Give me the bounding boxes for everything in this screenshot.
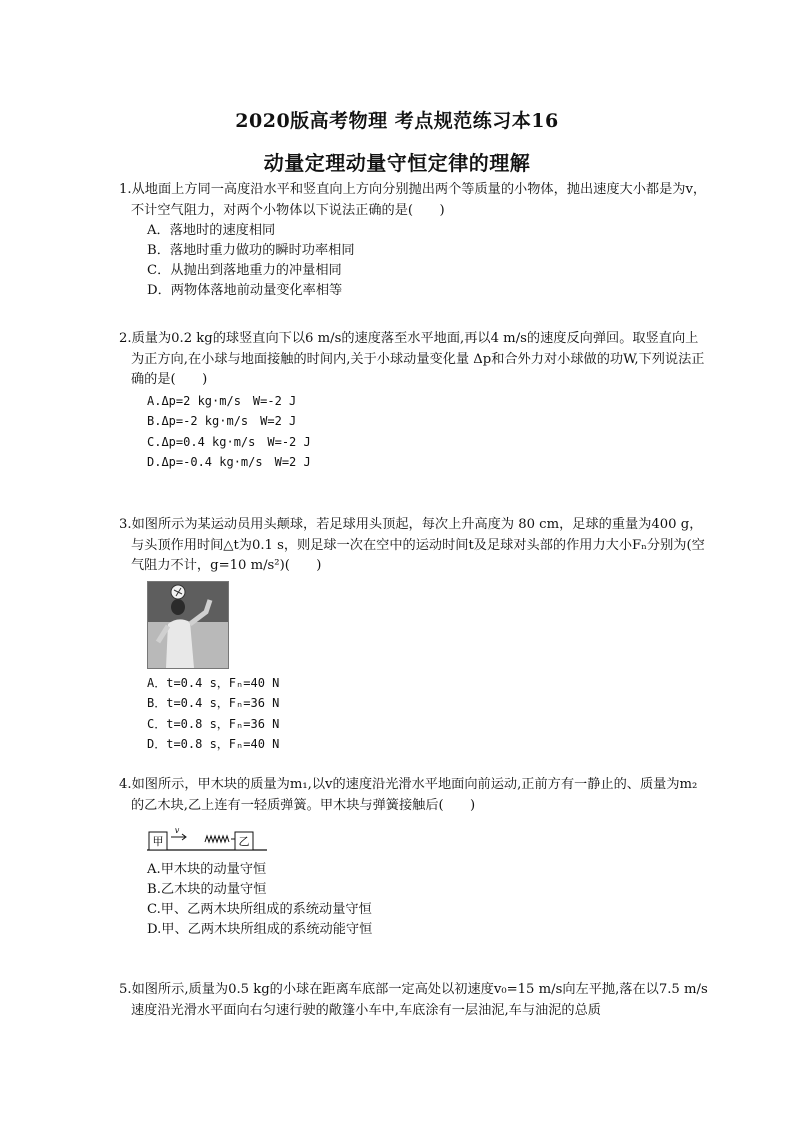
- question-2-option-d: D.Δp=-0.4 kg·m/s W=2 J: [147, 455, 311, 469]
- question-5: [119, 980, 709, 1021]
- question-2-option-b: B.Δp=-2 kg·m/s W=2 J: [147, 414, 297, 428]
- question-4-option-b: B.乙木块的动量守恒: [147, 882, 267, 897]
- question-4-option-a: A.甲木块的动量守恒: [147, 862, 267, 877]
- page-title: 2020版高考物理 考点规范练习本16: [235, 110, 559, 132]
- page-subtitle: 动量定理动量守恒定律的理解: [263, 151, 531, 175]
- question-3-option-a: A．t=0.4 s，Fₙ=40 N: [147, 675, 280, 690]
- question-1-stem: 1.从地面上方同一高度沿水平和竖直向上方向分别抛出两个等质量的小物体，抛出速度大小都是为v，不计空气阻力，对两个小物体以下说法正确的是( ): [119, 182, 707, 218]
- question-4-option-d: D.甲、乙两木块所组成的系统动能守恒: [147, 922, 373, 937]
- question-3-option-c: C．t=0.8 s，Fₙ=36 N: [147, 716, 280, 731]
- question-2-option-c: C.Δp=0.4 kg·m/s W=-2 J: [147, 434, 311, 449]
- block-spring-diagram: [147, 824, 267, 852]
- block-1-label: 甲: [152, 835, 164, 848]
- question-3-option-d: D．t=0.8 s，Fₙ=40 N: [147, 737, 280, 751]
- question-3-stem: 3.如图所示为某运动员用头颠球，若足球用头顶起，每次上升高度为 80 cm，足球的重量为400 g，与头顶作用时间△t为0.1 s，则足球一次在空中的运动时间t及足球对头部的作用力大小Fₙ分别为(空气阻力不计，g=10 m/s²)( ): [119, 517, 705, 573]
- question-2-stem: 2.质量为0.2 kg的球竖直向下以6 m/s的速度落至水平地面,再以4 m/s的速度反向弹回。取竖直向上为正方向,在小球与地面接触的时间内,关于小球动量变化量 Δp和合外力对小球做的功W,下列说法正确的是( ): [119, 331, 705, 387]
- question-1-option-b: B．落地时重力做功的瞬时功率相同: [147, 243, 355, 258]
- question-3: [119, 515, 709, 755]
- question-1-option-d: D．两物体落地前动量变化率相等: [147, 283, 343, 298]
- question-4-stem: 4.如图所示，甲木块的质量为m₁,以v的速度沿光滑水平地面向前运动,正前方有一静止的、质量为m₂的乙木块,乙上连有一轻质弹簧。甲木块与弹簧接触后( ): [119, 777, 698, 813]
- question-5-stem: 5.如图所示,质量为0.5 kg的小球在距离车底部一定高处以初速度v₀=15 m/s向左平抛,落在以7.5 m/s速度沿光滑水平面向右匀速行驶的敞篷小车中,车底涂有一层油泥,车与油泥的总质: [119, 982, 708, 1018]
- spring-icon: [205, 836, 229, 842]
- athlete-figure-icon: [148, 582, 228, 668]
- question-3-option-b: B．t=0.4 s，Fₙ=36 N: [147, 696, 280, 710]
- question-1-option-c: C．从抛出到落地重力的冲量相同: [147, 263, 342, 278]
- question-2: [119, 329, 709, 473]
- question-4: [119, 775, 709, 940]
- question-1: [119, 180, 709, 301]
- question-4-option-c: C.甲、乙两木块所组成的系统动量守恒: [147, 902, 372, 917]
- block-2-label: 乙: [238, 835, 250, 848]
- velocity-label: v: [174, 826, 180, 835]
- header-ball-photo: [147, 581, 229, 669]
- question-2-option-a: A.Δp=2 kg·m/s W=-2 J: [147, 393, 297, 408]
- question-1-option-a: A．落地时的速度相同: [147, 223, 276, 238]
